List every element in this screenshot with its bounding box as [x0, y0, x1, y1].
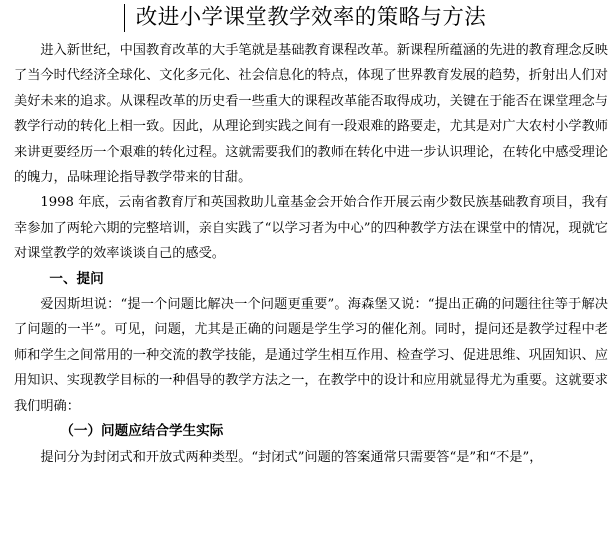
document-title[interactable]: 改进小学课堂教学效率的策略与方法	[135, 5, 487, 30]
paragraph-project[interactable]: 1998 年底，云南省教育厅和英国救助儿童基金会开始合作开展云南少数民族基础教育项目，我有幸参加了两轮六期的完整培训，亲自实践了“以学习者为中心”的四种教学方法在课堂中的情况，现就它对课堂教学的效率谈谈自己的感受。	[14, 195, 608, 262]
paragraph-questioning[interactable]: 爱因斯坦说：“提一个问题比解决一个问题更重要”。海森堡又说：“提出正确的问题往往等于解决了问题的一半”。可见，问题，尤其是正确的问题是学生学习的催化剂。同时，提问还是教学过程中老师和学生之间常用的一种交流的教学技能，是通过学生相互作用、检查学习、促进思维、巩固知识、应用知识、实现教学目标的一种倡导的教学方法之一，在教学中的设计和应用就显得尤为重要。这就要求我们明确：	[14, 297, 608, 414]
document-body[interactable]	[14, 38, 608, 470]
paragraph-intro[interactable]: 进入新世纪，中国教育改革的大手笔就是基础教育课程改革。新课程所蕴涵的先进的教育理念反映了当今时代经济全球化、文化多元化、社会信息化的特点，体现了世界教育发展的趋势，折射出人们对美好未来的追求。从课程改革的历史看一些重大的课程改革能否取得成功，关键在于能否在课堂理念与教学行动的转化上相一致。因此，从理论到实践之间有一段艰难的路要走，尤其是对广大农村小学教师来讲更要经历一个艰难的转化过程。这就需要我们的教师在转化中进一步认识理论，在转化中感受理论的魄力，品味理论指导教学带来的甘甜。	[14, 43, 608, 186]
paragraph-question-types[interactable]: 提问分为封闭式和开放式两种类型。“封闭式”问题的答案通常只需要答“是”和“不是”，	[40, 449, 543, 465]
section-heading-questioning[interactable]: 一、提问	[49, 270, 104, 287]
title-row	[14, 0, 608, 38]
subsection-heading-student-reality[interactable]: （一）问题应结合学生实际	[60, 423, 224, 440]
text-cursor	[124, 4, 125, 32]
